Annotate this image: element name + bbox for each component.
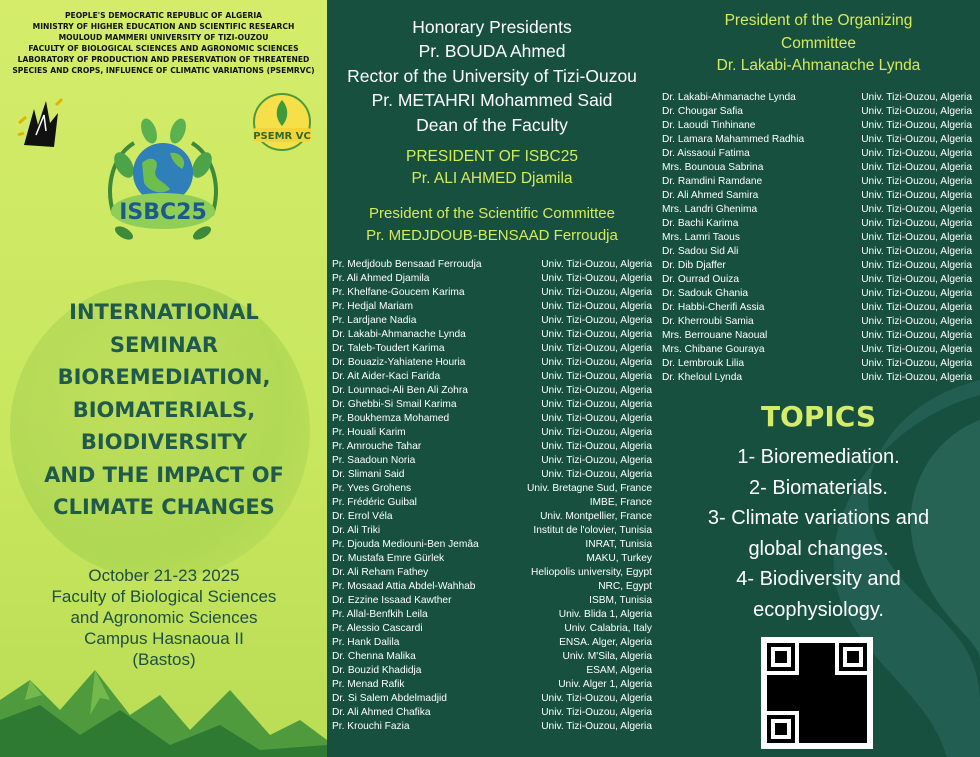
member-name: Dr. Sadouk Ghania (662, 288, 749, 299)
member-affiliation: Univ. Tizi-Ouzou, Algeria (861, 218, 972, 229)
member-affiliation: Univ. Tizi-Ouzou, Algeria (861, 232, 972, 243)
scientific-members-list (332, 258, 652, 734)
member-name: Pr. Saadoun Noria (332, 455, 416, 466)
member-affiliation: Univ. Tizi-Ouzou, Algeria (861, 148, 972, 159)
institution-line: PEOPLE'S DEMOCRATIC REPUBLIC OF ALGERIA (64, 11, 263, 20)
member-affiliation: Univ. Tizi-Ouzou, Algeria (861, 92, 972, 103)
member-row (332, 622, 652, 636)
event-dates: October 21-23 2025 (88, 566, 240, 585)
qr-code[interactable] (761, 637, 873, 749)
member-row (662, 343, 972, 357)
topics-heading: TOPICS (760, 400, 877, 433)
qr-code-icon (767, 643, 867, 743)
scientific-committee-president (327, 203, 657, 247)
topic-item: 1- Bioremediation. (737, 446, 900, 468)
member-row (332, 552, 652, 566)
president-heading: PRESIDENT OF ISBC25 (406, 148, 578, 165)
member-name: Dr. Chougar Safia (662, 106, 743, 117)
member-affiliation: Univ. Tizi-Ouzou, Algeria (541, 329, 652, 340)
member-name: Pr. Ali Ahmed Djamila (332, 273, 430, 284)
member-name: Dr. Dib Djaffer (662, 260, 726, 271)
member-name: Dr. Lounnaci-Ali Ben Ali Zohra (332, 385, 468, 396)
member-affiliation: Univ. Tizi-Ouzou, Algeria (861, 260, 972, 271)
seminar-title-line: CLIMATE CHANGES (53, 495, 275, 519)
seminar-title-line: INTERNATIONAL (69, 300, 259, 324)
member-name: Pr. Djouda Mediouni-Ben Jemâa (332, 539, 479, 550)
member-row (662, 161, 972, 175)
member-row (332, 510, 652, 524)
member-affiliation: Univ. Tizi-Ouzou, Algeria (541, 371, 652, 382)
member-name: Dr. Lembrouk Lilia (662, 358, 745, 369)
member-name: Pr. Hank Dalila (332, 637, 400, 648)
member-affiliation: Univ. Tizi-Ouzou, Algeria (861, 372, 972, 383)
member-name: Pr. Boukhemza Mohamed (332, 413, 450, 424)
member-affiliation: Univ. Tizi-Ouzou, Algeria (861, 134, 972, 145)
member-name: Dr. Ali Triki (332, 525, 381, 536)
member-name: Dr. Taleb-Toudert Karima (332, 343, 445, 354)
member-name: Pr. Hedjal Mariam (332, 301, 413, 312)
institution-line: MINISTRY OF HIGHER EDUCATION AND SCIENTIFIC RESEARCH (32, 22, 295, 31)
member-affiliation: Univ. Tizi-Ouzou, Algeria (541, 455, 652, 466)
member-name: Dr. Ali Reham Fathey (332, 567, 429, 578)
member-row (662, 91, 972, 105)
member-affiliation: Univ. Tizi-Ouzou, Algeria (541, 301, 652, 312)
member-name: Dr. Lakabi-Ahmanache Lynda (332, 329, 466, 340)
member-affiliation: Univ. Tizi-Ouzou, Algeria (541, 343, 652, 354)
seminar-title (30, 296, 298, 524)
topics-list (657, 442, 980, 625)
member-row (332, 650, 652, 664)
member-row (332, 496, 652, 510)
member-affiliation: Univ. Tizi-Ouzou, Algeria (541, 399, 652, 410)
member-row (332, 454, 652, 468)
member-name: Pr. Amrouche Tahar (332, 441, 422, 452)
member-affiliation: Univ. Tizi-Ouzou, Algeria (541, 287, 652, 298)
scientific-president-name: Pr. MEDJDOUB-BENSAAD Ferroudja (366, 227, 618, 244)
member-affiliation: Univ. Tizi-Ouzou, Algeria (861, 246, 972, 257)
topic-item: 3- Climate variations and (707, 507, 930, 529)
member-name: Mrs. Chibane Gouraya (662, 344, 765, 355)
event-details (20, 565, 308, 670)
member-affiliation: Univ. Tizi-Ouzou, Algeria (861, 162, 972, 173)
institution-line: SPECIES AND CROPS, INFLUENCE OF CLIMATIC VARIATIONS (PSEMRVC) (12, 66, 315, 75)
member-name: Dr. Si Salem Abdelmadjid (332, 693, 447, 704)
member-affiliation: MAKU, Turkey (586, 553, 652, 564)
member-affiliation: Univ. Montpellier, France (540, 511, 652, 522)
member-affiliation: Univ. Tizi-Ouzou, Algeria (541, 707, 652, 718)
member-affiliation: NRC, Egypt (598, 581, 652, 592)
member-affiliation: Univ. Bretagne Sud, France (527, 483, 652, 494)
member-name: Dr. Slimani Said (332, 469, 405, 480)
member-name: Pr. Alessio Cascardi (332, 623, 423, 634)
member-row (332, 538, 652, 552)
topic-item: ecophysiology. (753, 598, 884, 621)
member-row (332, 314, 652, 328)
member-affiliation: Univ. Tizi-Ouzou, Algeria (541, 413, 652, 424)
member-name: Pr. Medjdoub Bensaad Ferroudja (332, 259, 482, 270)
member-name: Dr. Kherroubi Samia (662, 316, 754, 327)
member-row (662, 329, 972, 343)
member-name: Dr. Bouaziz-Yahiatene Houria (332, 357, 466, 368)
middle-panel (327, 0, 657, 757)
member-row (662, 133, 972, 147)
member-name: Dr. Ali Ahmed Samira (662, 190, 759, 201)
seminar-title-line: SEMINAR (109, 332, 219, 357)
member-name: Dr. Sadou Sid Ali (662, 246, 739, 257)
member-affiliation: INRAT, Tunisia (585, 539, 652, 550)
lab-logo-icon (251, 92, 313, 154)
member-affiliation: Univ. Tizi-Ouzou, Algeria (861, 330, 972, 341)
event-venue-line: Campus Hasnaoua II (84, 629, 244, 648)
member-name: Dr. Ezzine Issaad Kawther (332, 595, 452, 606)
member-affiliation: Univ. Tizi-Ouzou, Algeria (541, 469, 652, 480)
member-affiliation: Univ. Tizi-Ouzou, Algeria (541, 315, 652, 326)
member-row (332, 412, 652, 426)
member-affiliation: Univ. Tizi-Ouzou, Algeria (541, 441, 652, 452)
member-name: Mrs. Bounoua Sabrina (662, 162, 764, 173)
member-affiliation: Univ. Tizi-Ouzou, Algeria (541, 357, 652, 368)
topic-item: global changes. (748, 537, 889, 560)
member-name: Dr. Bouzid Khadidja (332, 665, 422, 676)
member-row (332, 258, 652, 272)
member-name: Dr. Errol Véla (332, 511, 393, 522)
member-affiliation: ENSA. Alger, Algeria (559, 637, 652, 648)
member-row (662, 189, 972, 203)
member-row (662, 315, 972, 329)
seminar-title-line: BIOMATERIALS, (72, 397, 256, 422)
member-affiliation: Univ. Tizi-Ouzou, Algeria (541, 693, 652, 704)
member-row (332, 328, 652, 342)
member-row (332, 384, 652, 398)
member-row (332, 636, 652, 650)
member-affiliation: Univ. Tizi-Ouzou, Algeria (541, 427, 652, 438)
member-affiliation: Univ. Tizi-Ouzou, Algeria (541, 273, 652, 284)
member-row (332, 580, 652, 594)
member-row (332, 370, 652, 384)
member-row (332, 482, 652, 496)
topic-item: 2- Biomaterials. (749, 476, 888, 499)
honorary-name: Pr. BOUDA Ahmed (418, 41, 566, 62)
left-panel (0, 0, 327, 757)
institution-line: MOULOUD MAMMERI UNIVERSITY OF TIZI-OUZOU (58, 33, 269, 42)
member-name: Dr. Bachi Karima (662, 218, 739, 229)
member-affiliation: Univ. Tizi-Ouzou, Algeria (861, 358, 972, 369)
member-row (662, 371, 972, 385)
member-row (332, 426, 652, 440)
institution-header (6, 10, 321, 76)
member-affiliation: Univ. Tizi-Ouzou, Algeria (861, 176, 972, 187)
president-name: Pr. ALI AHMED Djamila (411, 170, 573, 187)
isbc25-logo-icon (94, 115, 232, 255)
member-name: Dr. Habbi-Cherifi Assia (662, 302, 765, 313)
member-name: Dr. Mustafa Emre Gürlek (332, 553, 445, 564)
member-name: Dr. Lakabi-Ahmanache Lynda (662, 92, 796, 103)
member-affiliation: Heliopolis university, Egypt (531, 567, 652, 578)
member-name: Pr. Khelfane-Goucem Karima (332, 287, 465, 298)
member-affiliation: Univ. Tizi-Ouzou, Algeria (861, 106, 972, 117)
member-row (662, 119, 972, 133)
member-name: Dr. Lamara Mahammed Radhia (662, 134, 805, 145)
member-row (662, 357, 972, 371)
seminar-title-line: BIOREMEDIATION, (57, 365, 271, 389)
lab-logo-text: PSEMR VC (253, 131, 311, 142)
member-row (662, 147, 972, 161)
member-row (662, 231, 972, 245)
member-affiliation: Univ. Tizi-Ouzou, Algeria (861, 274, 972, 285)
member-affiliation: Univ. Tizi-Ouzou, Algeria (541, 259, 652, 270)
member-row (662, 217, 972, 231)
member-name: Dr. Chenna Malika (332, 651, 416, 662)
member-name: Dr. Ali Ahmed Chafika (332, 707, 431, 718)
organizing-committee-president (657, 10, 980, 78)
scientific-heading: President of the Scientific Committee (369, 205, 615, 222)
isbc25-logo-text: ISBC25 (119, 200, 207, 225)
member-affiliation: Univ. Tizi-Ouzou, Algeria (861, 344, 972, 355)
member-affiliation: Institut de l'olovier, Tunisia (533, 525, 652, 536)
member-name: Mrs. Landri Ghenima (662, 204, 758, 215)
member-row (662, 301, 972, 315)
member-row (662, 105, 972, 119)
honorary-presidents (327, 15, 657, 137)
member-name: Dr. Ourrad Ouiza (662, 274, 739, 285)
member-affiliation: Univ. M'Sila, Algeria (562, 651, 652, 662)
member-row (662, 245, 972, 259)
member-name: Pr. Houali Karim (332, 427, 406, 438)
organizing-heading: Committee (781, 34, 856, 52)
honorary-heading: Honorary Presidents (412, 17, 572, 37)
university-logo-icon (16, 95, 66, 153)
member-row (662, 203, 972, 217)
member-row (332, 356, 652, 370)
member-row (332, 286, 652, 300)
member-row (662, 175, 972, 189)
member-row (332, 608, 652, 622)
member-affiliation: Univ. Tizi-Ouzou, Algeria (861, 302, 972, 313)
member-name: Dr. Aissaoui Fatima (662, 148, 750, 159)
member-affiliation: ESAM, Algeria (586, 665, 652, 676)
member-name: Pr. Mosaad Attia Abdel-Wahhab (332, 581, 476, 592)
member-row (332, 566, 652, 580)
member-row (332, 342, 652, 356)
organizing-president-name: Dr. Lakabi-Ahmanache Lynda (716, 57, 921, 74)
member-affiliation: Univ. Alger 1, Algeria (558, 679, 652, 690)
member-row (662, 259, 972, 273)
event-venue-line: (Bastos) (132, 650, 196, 669)
honorary-role: Dean of the Faculty (416, 114, 568, 135)
member-name: Mrs. Berrouane Naoual (662, 330, 768, 341)
member-affiliation: Univ. Calabria, Italy (564, 623, 652, 634)
honorary-name: Pr. METAHRI Mohammed Said (371, 90, 613, 111)
member-name: Pr. Menad Rafik (332, 679, 405, 690)
member-affiliation: Univ. Tizi-Ouzou, Algeria (861, 120, 972, 131)
member-name: Mrs. Lamri Taous (662, 232, 740, 243)
topic-item: 4- Biodiversity and (736, 568, 901, 590)
member-row (332, 706, 652, 720)
member-name: Dr. Ghebbi-Si Smail Karima (332, 399, 457, 410)
member-row (332, 524, 652, 538)
institution-line: LABORATORY OF PRODUCTION AND PRESERVATION OF THREATENED (17, 55, 310, 64)
honorary-role: Rector of the University of Tizi-Ouzou (347, 65, 637, 86)
member-affiliation: Univ. Tizi-Ouzou, Algeria (861, 288, 972, 299)
member-row (332, 664, 652, 678)
right-panel (657, 0, 980, 757)
member-affiliation: Univ. Tizi-Ouzou, Algeria (541, 385, 652, 396)
member-name: Pr. Frédéric Guibal (332, 497, 417, 508)
member-row (332, 300, 652, 314)
member-name: Pr. Allal-Benfkih Leila (332, 609, 428, 620)
seminar-title-line: BIODIVERSITY (80, 430, 248, 454)
organizing-heading: President of the Organizing (724, 12, 913, 29)
member-row (332, 720, 652, 734)
member-row (662, 273, 972, 287)
member-affiliation: Univ. Tizi-Ouzou, Algeria (861, 204, 972, 215)
member-name: Dr. Ramdini Ramdane (662, 176, 763, 187)
member-name: Dr. Ait Aider-Kaci Farida (332, 371, 441, 382)
member-name: Dr. Laoudi Tinhinane (662, 120, 756, 131)
member-affiliation: Univ. Blida 1, Algeria (558, 609, 652, 620)
isbc-president (327, 146, 657, 190)
institution-line: FACULTY OF BIOLOGICAL SCIENCES AND AGRONOMIC SCIENCES (28, 44, 299, 53)
member-row (332, 692, 652, 706)
member-row (662, 287, 972, 301)
member-affiliation: ISBM, Tunisia (589, 595, 652, 606)
member-affiliation: IMBE, France (589, 497, 652, 508)
member-name: Pr. Krouchi Fazia (332, 721, 410, 732)
mountains-illustration (0, 660, 327, 757)
member-name: Dr. Kheloul Lynda (662, 372, 743, 383)
organizing-members-list (662, 91, 972, 385)
member-row (332, 678, 652, 692)
member-affiliation: Univ. Tizi-Ouzou, Algeria (861, 316, 972, 327)
event-venue-line: and Agronomic Sciences (70, 608, 258, 627)
member-row (332, 272, 652, 286)
member-name: Pr. Lardjane Nadia (332, 315, 417, 326)
event-venue-line: Faculty of Biological Sciences (51, 587, 277, 606)
member-affiliation: Univ. Tizi-Ouzou, Algeria (541, 721, 652, 732)
member-row (332, 468, 652, 482)
member-row (332, 594, 652, 608)
member-name: Pr. Yves Grohens (332, 483, 412, 494)
seminar-title-line: AND THE IMPACT OF (44, 462, 284, 487)
member-row (332, 440, 652, 454)
member-affiliation: Univ. Tizi-Ouzou, Algeria (861, 190, 972, 201)
member-row (332, 398, 652, 412)
